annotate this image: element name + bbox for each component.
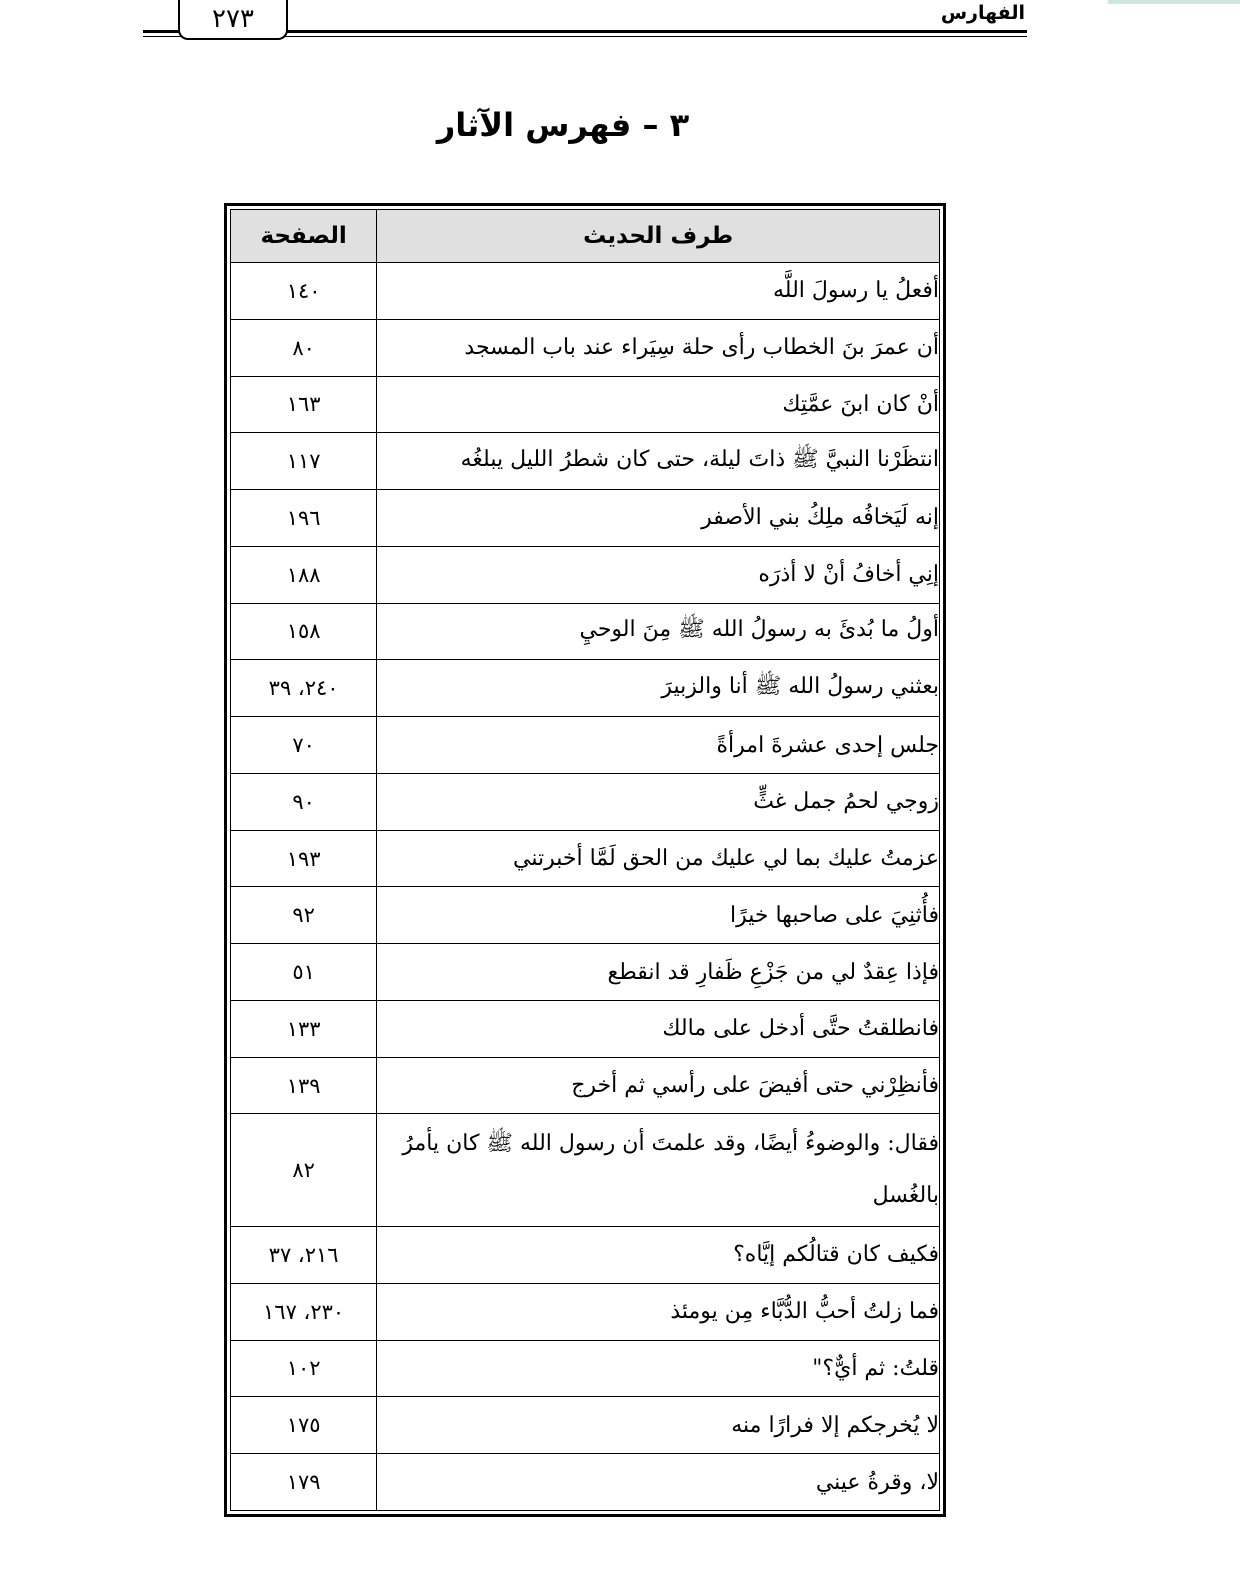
- page-reference: ١١٧: [231, 433, 377, 490]
- page-reference: ٥١: [231, 944, 377, 1001]
- table-row: [231, 887, 940, 944]
- hadith-fragment: إنِي أخافُ أنْ لا أذرَه: [377, 546, 940, 603]
- page-reference: ٨٢: [231, 1114, 377, 1227]
- hadith-fragment: عزمتُ عليك بما لي عليك من الحق لَمَّا أخبرتني: [377, 830, 940, 887]
- hadith-fragment: لا، وقرةُ عيني: [377, 1454, 940, 1511]
- hadith-fragment: انتظَرْنا النبيَّ ﷺ ذاتَ ليلة، حتى كان شطرُ الليل يبلغُه: [377, 433, 940, 490]
- page-reference: ١٤٠: [231, 263, 377, 320]
- page-reference: ١٩٦: [231, 490, 377, 547]
- hadith-fragment: فإذا عِقدٌ لي من جَزْعِ ظَفارِ قد انقطع: [377, 944, 940, 1001]
- table-row: [231, 376, 940, 433]
- page-reference: ١٧٥: [231, 1397, 377, 1454]
- page-reference: ٨٠: [231, 319, 377, 376]
- hadith-fragment: بعثني رسولُ الله ﷺ أنا والزبيرَ: [377, 660, 940, 717]
- table-row: [231, 1057, 940, 1114]
- column-header-page: الصفحة: [231, 210, 377, 263]
- table-row: [231, 830, 940, 887]
- page-reference: ٢٤٠، ٣٩: [231, 660, 377, 717]
- hadith-fragment: لا يُخرجكم إلا فرارًا منه: [377, 1397, 940, 1454]
- hadith-fragment: أولُ ما بُدئَ به رسولُ الله ﷺ مِنَ الوحيِ: [377, 603, 940, 660]
- table-row: [231, 546, 940, 603]
- page-reference: ٧٠: [231, 717, 377, 774]
- table-row: [231, 1000, 940, 1057]
- page-reference: ٢٣٠، ١٦٧: [231, 1283, 377, 1340]
- page-reference: ١٥٨: [231, 603, 377, 660]
- table-body: [231, 263, 940, 1511]
- hadith-fragment: جلس إحدى عشرةَ امرأةً: [377, 717, 940, 774]
- page-reference: ١٣٣: [231, 1000, 377, 1057]
- hadith-fragment: فكيف كان قتالُكم إيَّاه؟: [377, 1227, 940, 1284]
- page-title: ٣ – فهرس الآثار: [436, 106, 690, 144]
- table-row: [231, 660, 940, 717]
- hadith-fragment: أنْ كان ابنَ عمَّتِك: [377, 376, 940, 433]
- table-row: [231, 603, 940, 660]
- page-reference: ١٣٩: [231, 1057, 377, 1114]
- page-reference: ١٨٨: [231, 546, 377, 603]
- hadith-fragment: قلتُ: ثم أيٌّ؟": [377, 1340, 940, 1397]
- hadith-fragment: فقال: والوضوءُ أيضًا، وقد علمتَ أن رسول الله ﷺ كان يأمرُ بالغُسل: [377, 1114, 940, 1227]
- page-reference: ١٧٩: [231, 1454, 377, 1511]
- page-reference: ١٦٣: [231, 376, 377, 433]
- hadith-fragment: إنه لَيَخافُه ملِكُ بني الأصفر: [377, 490, 940, 547]
- hadith-fragment: أفعلُ يا رسولَ اللَّه: [377, 263, 940, 320]
- page-reference: ٢١٦، ٣٧: [231, 1227, 377, 1284]
- table-row: [231, 319, 940, 376]
- page-reference: ٩٠: [231, 773, 377, 830]
- column-header-text: طرف الحديث: [377, 210, 940, 263]
- table-row: [231, 1454, 940, 1511]
- index-table-frame: [224, 203, 946, 1517]
- table-row: [231, 433, 940, 490]
- corner-mark: [1108, 0, 1240, 4]
- hadith-fragment: فانطلقتُ حتَّى أدخل على مالك: [377, 1000, 940, 1057]
- hadith-fragment: فما زلتُ أحبُّ الدُّبَّاء مِن يومئذ: [377, 1283, 940, 1340]
- table-row: [231, 773, 940, 830]
- table-row: [231, 1397, 940, 1454]
- table-row: [231, 263, 940, 320]
- hadith-fragment: فأُثنِيَ على صاحبها خيرًا: [377, 887, 940, 944]
- page-number: ٢٧٣: [178, 0, 288, 40]
- running-header: الفهارس: [940, 2, 1025, 24]
- table-row: [231, 1227, 940, 1284]
- hadith-fragment: فأنظِرْني حتى أفيضَ على رأسي ثم أخرج: [377, 1057, 940, 1114]
- table-row: [231, 490, 940, 547]
- table-row: [231, 717, 940, 774]
- page-reference: ١٩٣: [231, 830, 377, 887]
- page-reference: ١٠٢: [231, 1340, 377, 1397]
- hadith-fragment: زوجي لحمُ جمل غثٍّ: [377, 773, 940, 830]
- table-row: [231, 944, 940, 1001]
- hadith-fragment: أن عمرَ بنَ الخطاب رأى حلة سِيَراء عند باب المسجد: [377, 319, 940, 376]
- index-table: [230, 209, 940, 1511]
- page-reference: ٩٢: [231, 887, 377, 944]
- table-row: [231, 1114, 940, 1227]
- table-header-row: [231, 210, 940, 263]
- table-row: [231, 1340, 940, 1397]
- table-row: [231, 1283, 940, 1340]
